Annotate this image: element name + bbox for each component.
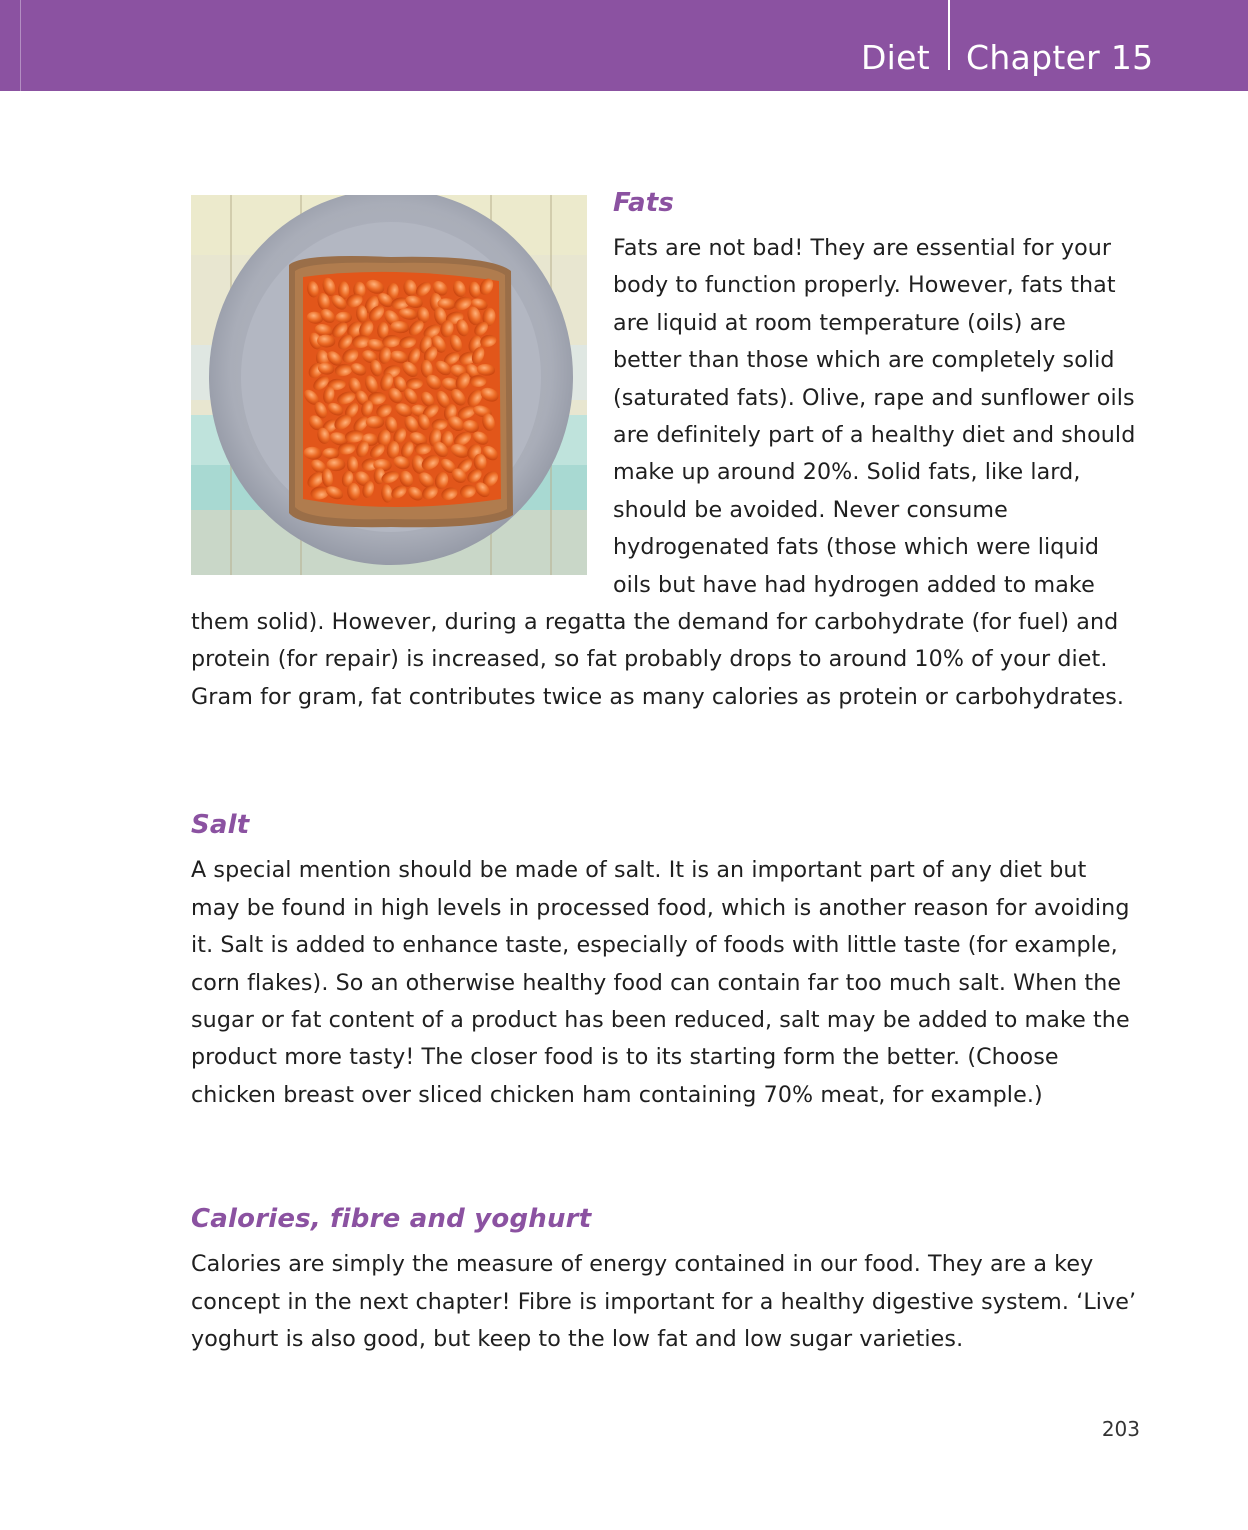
header-section-title: Diet — [860, 38, 930, 77]
calories-paragraph: Calories are simply the measure of energy contained in our food. They are a key concept in the next chapter! Fibre is important for a healthy digestive system. ‘Live’ yoghurt is also good, but keep to the low fat and low sugar varieties. — [191, 1251, 1137, 1352]
section-salt — [191, 808, 1141, 1114]
header-chapter-title: Chapter 15 — [966, 38, 1154, 77]
heading-calories: Calories, fibre and yoghurt — [191, 1204, 592, 1235]
baked-bean — [470, 375, 487, 387]
page-content — [191, 186, 1141, 1358]
baked-bean — [336, 312, 352, 323]
fats-paragraph: Fats are not bad! They are essential for your body to function properly. However, fats that are liquid at room temperature (oils) are better than those which are completely solid (saturated fats). Olive, rape and sunflower oils are definitely part of a healthy diet and should make up around 20%. Solid fats, like lard, should be avoided. Never consume hydrogenated fats (those which were liquid oils but have had hydrogen added to make them solid). However, during a regatta the demand for carbohydrate (for fuel) and protein (for repair) is increased, so fat probably drops to around 10% of your diet. Gram for gram, fat contributes twice as many calories as protein or carbohydrates. — [191, 235, 1136, 710]
salt-paragraph: A special mention should be made of salt. It is an important part of any diet but may be found in high levels in processed food, which is another reason for avoiding it. Salt is added to enhance taste, especially of foods with little taste (for example, corn flakes). So an otherwise healthy food can contain far too much salt. When the sugar or fat content of a product has been reduced, salt may be added to make the product more tasty! The closer food is to its starting form the better. (Choose chicken breast over sliced chicken ham containing 70% meat, for example.) — [191, 857, 1130, 1108]
heading-fats: Fats — [613, 188, 675, 218]
header-divider — [948, 0, 950, 70]
chapter-header-bar — [0, 0, 1248, 91]
beans-on-toast-photo — [191, 195, 587, 575]
page-number: 203 — [1101, 1417, 1140, 1441]
header-left-rule — [20, 0, 21, 91]
heading-salt: Salt — [191, 810, 250, 841]
section-calories — [191, 1202, 1141, 1358]
